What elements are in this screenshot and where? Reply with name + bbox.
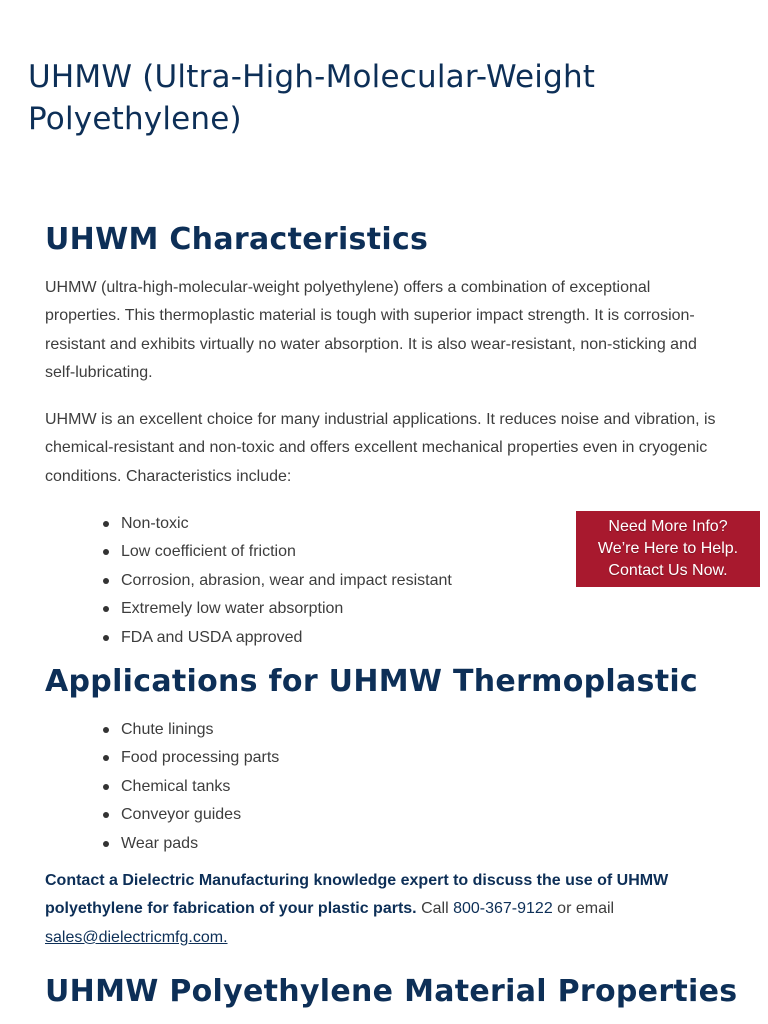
list-item: Chemical tanks [121,773,279,801]
list-item: Non-toxic [121,510,452,538]
list-item: Chute linings [121,716,279,744]
list-item: Corrosion, abrasion, wear and impact resistant [121,567,452,595]
characteristics-uses-paragraph: UHMW is an excellent choice for many industrial applications. It reduces noise and vibration, is chemical-resistant and non-toxic and offers excellent mechanical properties even in cryogenic conditions. Characteristics include: [45,411,716,485]
cta-line-1: Need More Info? [608,518,728,535]
list-item: Low coefficient of friction [121,538,452,566]
cta-line-3: Contact Us Now. [608,562,728,579]
contact-paragraph [45,867,685,952]
list-item: Wear pads [121,830,279,858]
page-title: UHMW (Ultra-High-Molecular-Weight Polyethylene) [28,59,596,137]
or-email-text: or email [552,900,615,918]
email-link[interactable]: sales@dielectricmfg.com. [45,928,228,946]
contact-bold-text: Contact a Dielectric Manufacturing knowledge expert to discuss the use of UHMW polyethylene for fabrication of your plastic parts. [45,872,669,918]
characteristics-intro-paragraph: UHMW (ultra-high-molecular-weight polyethylene) offers a combination of exceptional properties. This thermoplastic material is tough with superior impact strength. It is corrosion-resistant and exhibits virtually no water absorption. It is also wear-resistant, non-sticking and self-lubricating. [45,279,697,382]
applications-heading: Applications for UHMW Thermoplastic [45,664,699,699]
list-item: Extremely low water absorption [121,595,452,623]
characteristics-list [45,510,452,652]
list-item: FDA and USDA approved [121,624,452,652]
list-item: Conveyor guides [121,801,279,829]
list-item: Food processing parts [121,744,279,772]
call-text: Call [416,900,454,918]
properties-heading: UHMW Polyethylene Material Properties [45,974,738,1009]
applications-list [45,716,279,858]
characteristics-heading: UHWM Characteristics [45,222,429,257]
cta-line-2: We’re Here to Help. [597,540,739,557]
contact-us-cta-button[interactable] [576,511,760,587]
phone-link[interactable]: 800-367-9122 [453,900,553,918]
